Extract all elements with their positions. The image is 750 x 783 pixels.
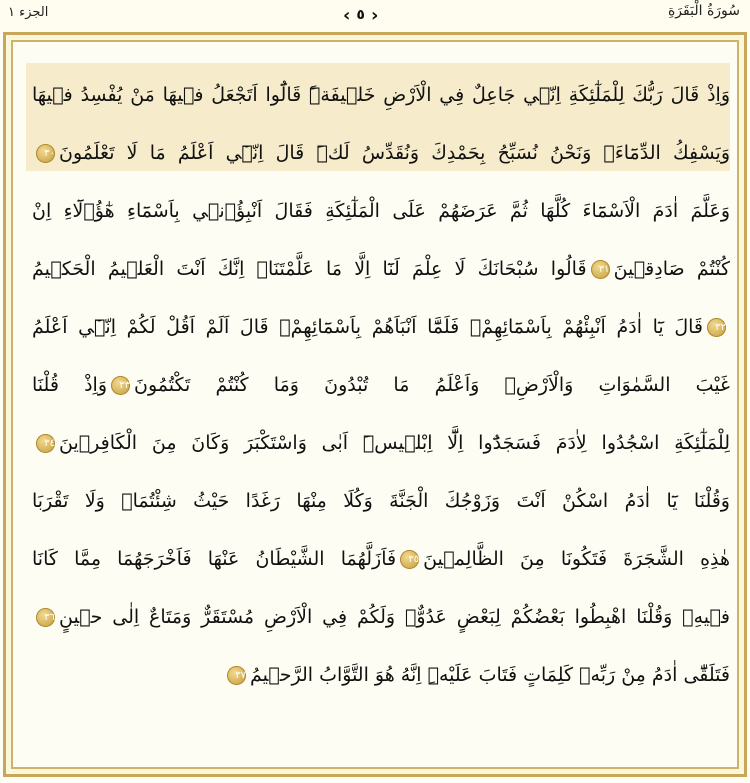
page-navigation (343, 4, 378, 26)
ayah-number-marker[interactable]: ٣٢ (707, 318, 726, 337)
verse-line[interactable] (32, 530, 730, 588)
verse-text: فَتَلَقّٰٓى اٰدَمُ مِنْ رَبِّه۪ كَلِمَاتٍ فَتَابَ عَلَيْهِۜ اِنَّهُ هُوَ التَّوَّابُ الرَّح۪يمُ (249, 664, 730, 686)
verse-line[interactable] (32, 356, 730, 414)
ayah-number-marker[interactable]: ٣١ (591, 260, 610, 279)
verse-line[interactable] (32, 66, 730, 124)
ayah-number-marker[interactable]: ٣٤ (36, 434, 55, 453)
ayah-number-marker[interactable]: ٣٧ (227, 666, 246, 685)
chevron-left-icon[interactable]: ‹ (343, 4, 351, 26)
verse-line[interactable] (32, 414, 730, 472)
ayah-number-marker[interactable]: ٣٥ (400, 550, 419, 569)
surah-title: سُورَةُ الْبَقَرَةِ (667, 3, 740, 19)
verse-text: هٰذِهِ الشَّجَرَةَ فَتَكُونَا مِنَ الظَّالِم۪ينَ (423, 548, 730, 570)
verse-text: وَقُلْنَا يَٓا اٰدَمُ اسْكُنْ اَنْتَ وَزَوْجُكَ الْجَنَّةَ وَكُلَا مِنْهَا رَغَدًا حَيْثُ شِئْتُمَاۖ وَلَا تَقْرَبَا (32, 490, 730, 512)
top-bar (0, 0, 750, 30)
verse-line[interactable] (32, 124, 730, 182)
ayah-number-marker[interactable]: ٣٣ (111, 376, 130, 395)
verse-text: قَالُوا سُبْحَانَكَ لَا عِلْمَ لَنَٓا اِلَّا مَا عَلَّمْتَنَاۜ اِنَّكَ اَنْتَ الْعَل۪يمُ الْحَك۪يمُ (32, 258, 587, 280)
verse-text: وَاِذْ قُلْنَا (32, 374, 107, 396)
verse-line[interactable] (32, 646, 730, 704)
verse-line[interactable] (32, 298, 730, 356)
verse-line[interactable] (32, 472, 730, 530)
verse-line[interactable] (32, 588, 730, 646)
juz-label: الجزء ١ (8, 5, 49, 20)
ayah-number-marker[interactable]: ٣٦ (36, 608, 55, 627)
verse-text: وَاِذْ قَالَ رَبُّكَ لِلْمَلٰٓئِكَةِ اِنّ۪ي جَاعِلٌ فِي الْاَرْضِ خَل۪يفَةًۜ قَالُٓوا اَتَجْعَلُ ف۪يهَا مَنْ يُفْسِدُ ف۪يهَا (32, 84, 730, 106)
verse-text: ف۪يهِۖ وَقُلْنَا اهْبِطُوا بَعْضُكُمْ لِبَعْضٍ عَدُوٌّۚ وَلَكُمْ فِي الْاَرْضِ مُسْتَقَرٌّ وَمَتَاعٌ اِلٰى ح۪ينٍ (59, 606, 730, 628)
chevron-right-icon[interactable]: › (370, 4, 379, 26)
verse-text: قَالَ يَٓا اٰدَمُ اَنْبِئْهُمْ بِاَسْمَٓائِهِمْۚ فَلَمَّٓا اَنْبَاَهُمْ بِاَسْمَٓائِهِمْۙ قَالَ اَلَمْ اَقُلْ لَكُمْ اِنّ۪ٓي اَعْلَمُ (32, 316, 703, 338)
verse-line[interactable] (32, 240, 730, 298)
ayah-number-marker[interactable]: ٣٠ (36, 144, 55, 163)
verse-text: وَعَلَّمَ اٰدَمَ الْاَسْمَٓاءَ كُلَّهَا ثُمَّ عَرَضَهُمْ عَلَى الْمَلٰٓئِكَةِ فَقَالَ اَنْبِؤُ۫ن۪ي بِاَسْمَٓاءِ هٰٓؤُ۬لَٓاءِ اِنْ (32, 200, 730, 222)
verse-line[interactable] (32, 182, 730, 240)
verse-text: غَيْبَ السَّمٰوَاتِ وَالْاَرْضِۙ وَاَعْلَمُ مَا تُبْدُونَ وَمَا كُنْتُمْ تَكْتُمُونَ (134, 374, 730, 396)
page-number: ٥ (356, 7, 365, 23)
quran-text-area[interactable] (32, 66, 730, 704)
verse-text: كُنْتُمْ صَادِق۪ينَ (613, 258, 730, 280)
verse-text: وَيَسْفِكُ الدِّمَٓاءَۚ وَنَحْنُ نُسَبِّحُ بِحَمْدِكَ وَنُقَدِّسُ لَكَۜ قَالَ اِنّ۪ٓي اَعْلَمُ مَا لَا تَعْلَمُونَ (59, 142, 730, 164)
verse-text: فَاَزَلَّهُمَا الشَّيْطَانُ عَنْهَا فَاَخْرَجَهُمَا مِمَّا كَانَا (32, 548, 397, 570)
verse-text: لِلْمَلٰٓئِكَةِ اسْجُدُوا لِاٰدَمَ فَسَجَدُٓوا اِلَّٓا اِبْل۪يسَۜ اَبٰى وَاسْتَكْبَرَ وَكَانَ مِنَ الْكَافِر۪ينَ (59, 432, 730, 454)
